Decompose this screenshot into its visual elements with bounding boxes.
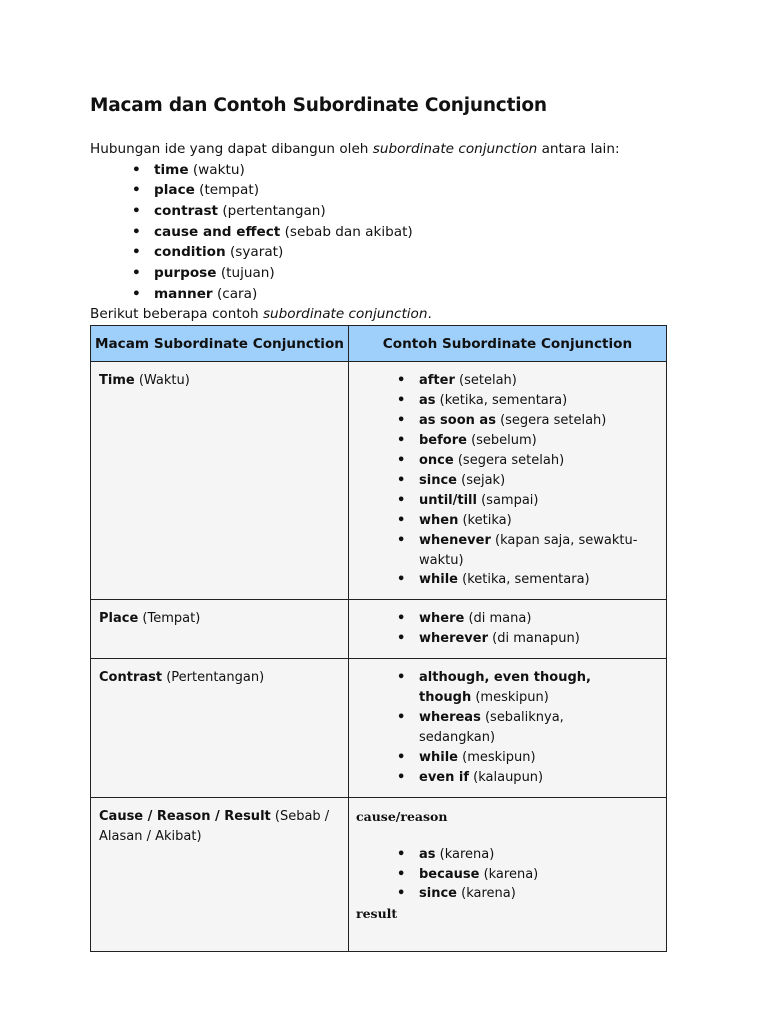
examples-cell [349, 600, 667, 659]
list-item [419, 668, 658, 708]
example-term: while [419, 572, 458, 588]
examples-list [357, 668, 658, 787]
list-item [419, 609, 658, 629]
example-gloss: (meskipun) [475, 690, 549, 706]
example-term: since [419, 886, 457, 902]
table-row [91, 659, 667, 797]
example-term: whenever [419, 532, 491, 548]
examples-list [357, 609, 658, 649]
example-term: as [419, 846, 436, 862]
list-item [419, 708, 658, 748]
category-name: Contrast [99, 670, 163, 686]
examples-cell [349, 797, 667, 952]
list-item [419, 371, 658, 391]
list-item [419, 451, 658, 471]
example-gloss: (di manapun) [492, 631, 580, 647]
example-term: wherever [419, 631, 489, 647]
example-term: before [419, 433, 467, 449]
idea-term: contrast [154, 202, 219, 219]
example-gloss: (segera setelah) [457, 453, 565, 469]
table-row [91, 600, 667, 659]
category-name: Cause / Reason / Result [99, 808, 271, 824]
example-term: where [419, 611, 465, 627]
category-cell [91, 362, 349, 600]
list-item [419, 629, 658, 649]
table-row [91, 797, 667, 952]
example-gloss: (karena) [461, 886, 516, 902]
example-term: once [419, 453, 454, 469]
list-item [154, 201, 666, 222]
page-title: Macam dan Contoh Subordinate Conjunction [90, 95, 547, 116]
category-cell [91, 659, 349, 797]
example-gloss: (sampai) [481, 492, 539, 508]
examples-list [357, 845, 658, 905]
list-item [419, 411, 658, 431]
table-header-row [91, 326, 667, 362]
idea-term: manner [154, 285, 213, 302]
list-item [419, 570, 658, 590]
intro-emphasis: subordinate conjunction [372, 141, 538, 157]
list-item [419, 431, 658, 451]
document-page [90, 92, 666, 952]
example-gloss: (ketika, sementara) [462, 572, 590, 588]
list-item [154, 180, 666, 201]
idea-relations-list [90, 160, 666, 305]
example-term: even if [419, 769, 470, 785]
example-gloss: (kalaupun) [473, 769, 544, 785]
example-gloss: (sebaliknya, sedangkan) [419, 710, 564, 745]
column-header-type: Macam Subordinate Conjunction [91, 326, 349, 362]
subheading-result: result [356, 906, 398, 922]
list-item [419, 471, 658, 491]
example-gloss: (setelah) [459, 373, 517, 389]
list-item [419, 768, 658, 788]
idea-term: condition [154, 244, 226, 261]
idea-gloss: (tempat) [199, 182, 260, 199]
lead-text-after: . [427, 306, 432, 323]
list-item [154, 242, 666, 263]
table-row [91, 362, 667, 600]
idea-gloss: (sebab dan akibat) [284, 223, 413, 240]
intro-text-before: Hubungan ide yang dapat dibangun oleh [90, 141, 373, 157]
example-gloss: (sebelum) [471, 433, 537, 449]
examples-list [357, 371, 658, 590]
intro-paragraph [90, 139, 666, 160]
example-term: until/till [419, 492, 477, 508]
conjunction-table [90, 325, 667, 952]
subheading-cause-reason: cause/reason [356, 808, 448, 824]
example-term: since [419, 472, 457, 488]
example-gloss: (karena) [439, 846, 495, 862]
list-item [419, 865, 658, 885]
idea-gloss: (tujuan) [220, 265, 275, 282]
list-item [419, 748, 658, 768]
list-item [154, 263, 666, 284]
examples-cell [349, 362, 667, 600]
list-item [419, 531, 658, 571]
category-gloss: (Waktu) [134, 373, 190, 389]
list-item [419, 491, 658, 511]
lead-text-before: Berikut beberapa contoh [90, 306, 263, 323]
category-name: Time [99, 373, 135, 389]
example-gloss: (segera setelah) [500, 413, 607, 429]
example-gloss: (ketika, sementara) [439, 393, 568, 409]
list-item [419, 391, 658, 411]
category-gloss: (Pertentangan) [162, 670, 265, 686]
example-term: whereas [419, 710, 481, 726]
lead-emphasis: subordinate conjunction [262, 306, 428, 323]
example-term: although, even though, though [419, 670, 591, 706]
list-item [419, 884, 658, 904]
idea-term: time [154, 161, 189, 178]
category-name: Place [99, 611, 139, 627]
intro-text-after: antara lain: [537, 141, 620, 157]
idea-term: cause and effect [154, 223, 281, 240]
table-lead-paragraph [90, 304, 666, 324]
example-term: as [419, 393, 436, 409]
category-cell [91, 797, 349, 952]
idea-gloss: (pertentangan) [222, 202, 326, 219]
category-gloss: (Sebab / Alasan / Akibat) [99, 808, 330, 844]
category-cell [91, 600, 349, 659]
example-term: when [419, 512, 459, 528]
column-header-examples: Contoh Subordinate Conjunction [349, 326, 667, 362]
example-term: while [419, 749, 458, 765]
category-gloss: (Tempat) [138, 611, 201, 627]
idea-gloss: (cara) [216, 285, 258, 302]
example-term: because [419, 866, 480, 882]
idea-gloss: (waktu) [192, 161, 245, 178]
example-term: as soon as [419, 413, 496, 429]
example-gloss: (di mana) [468, 611, 532, 627]
list-item [154, 284, 666, 305]
example-gloss: (sejak) [461, 472, 506, 488]
example-gloss: (karena) [483, 866, 539, 882]
example-gloss: (meskipun) [462, 749, 536, 765]
spacer [357, 827, 658, 845]
spacer [357, 924, 658, 942]
list-item [154, 222, 666, 243]
idea-term: purpose [154, 265, 217, 282]
list-item [419, 511, 658, 531]
examples-cell [349, 659, 667, 797]
idea-gloss: (syarat) [229, 244, 284, 261]
list-item [154, 160, 666, 181]
idea-term: place [154, 182, 195, 199]
example-term: after [419, 373, 455, 389]
example-gloss: (kapan saja, sewaktu-waktu) [419, 532, 638, 568]
list-item [419, 845, 658, 865]
example-gloss: (ketika) [462, 512, 512, 528]
